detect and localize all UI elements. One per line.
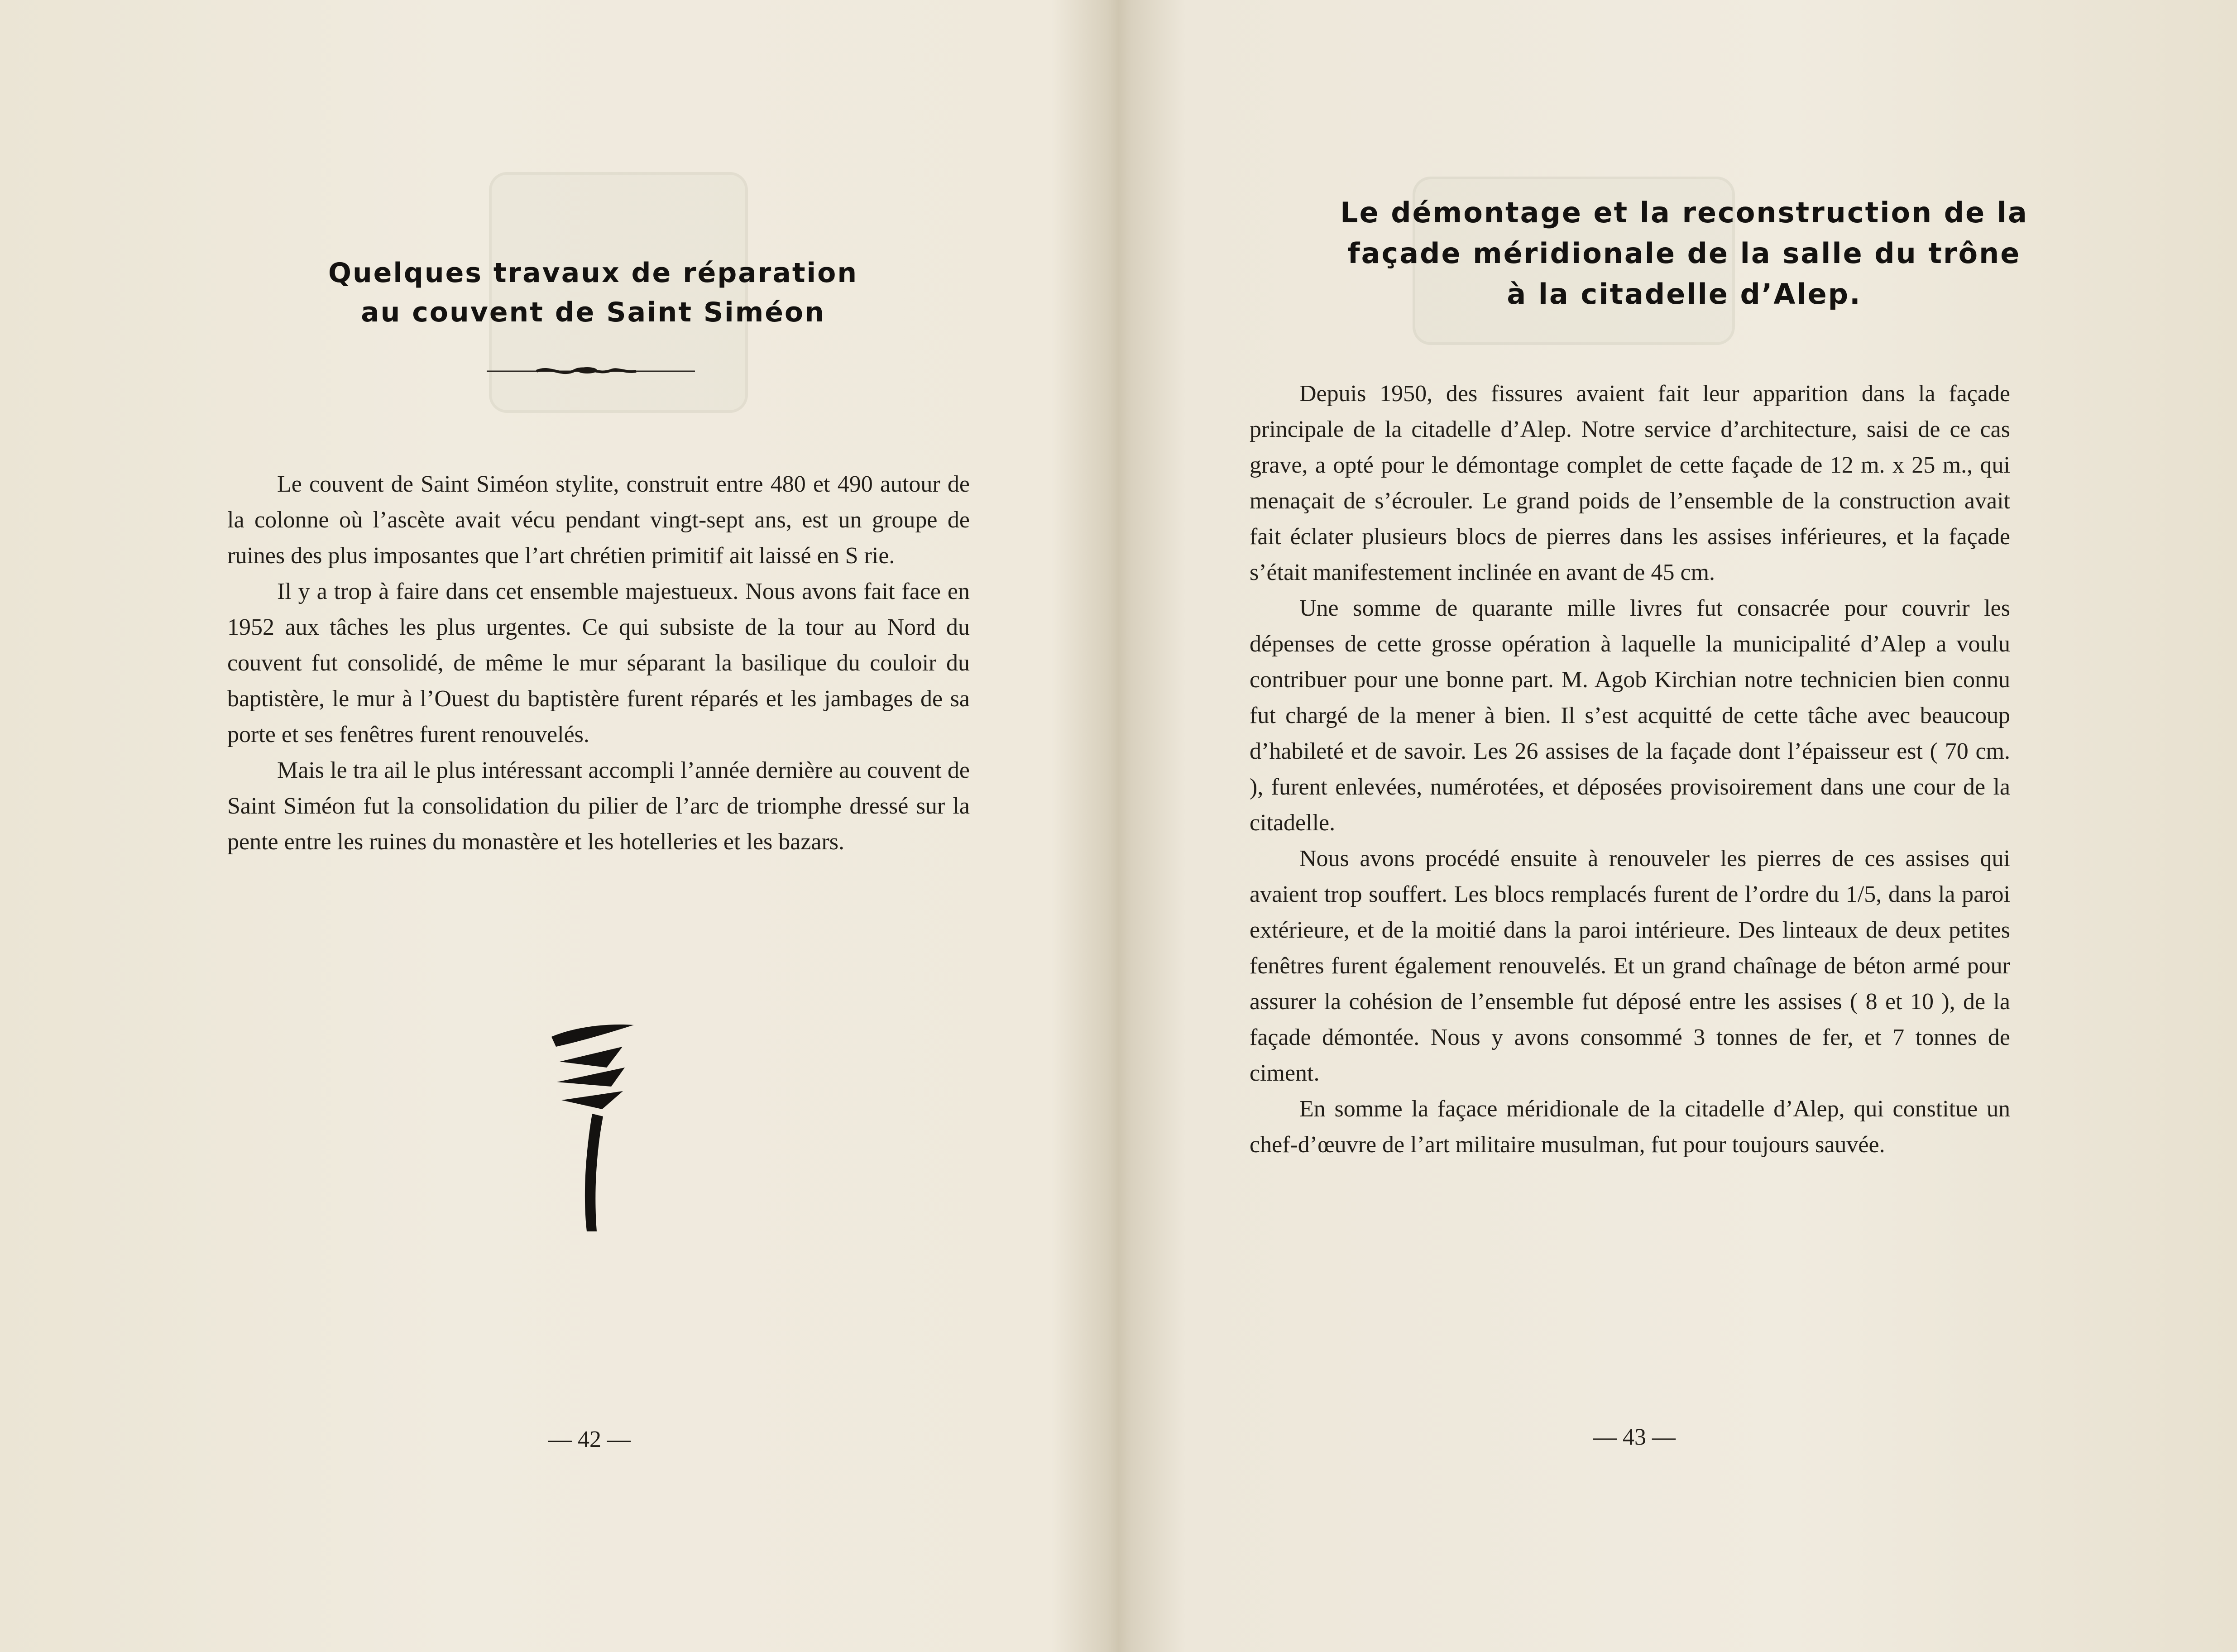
left-title-line-1: Quelques travaux de réparation: [328, 257, 858, 289]
right-paragraph-4: En somme la façace méridionale de la citadelle d’Alep, qui constitue un chef-d’œuvre de l’art militaire musulman, fut pour toujours sauvée.: [1250, 1096, 2010, 1158]
swash-rule-ornament-icon: [482, 362, 699, 380]
left-paragraph-1: Le couvent de Saint Siméon stylite, construit entre 480 et 490 autour de la colonne où l’ascète avait vécu pendant vingt-sept ans, est un groupe de ruines des plus imposantes que l’art chrétien primitif ait laissé en S rie.: [227, 471, 970, 569]
right-title-line-3: à la citadelle d’Alep.: [1507, 277, 1862, 311]
right-page: [1118, 0, 2237, 1652]
right-title-line-2: façade méridionale de la salle du trône: [1347, 236, 2021, 270]
left-paragraph-2: Il y a trop à faire dans cet ensemble majestueux. Nous avons fait face en 1952 aux tâches les plus urgentes. Ce qui subsiste de la tour au Nord du couvent fut consolidé, de même le mur séparant la basilique du couloir du baptistère, le mur à l’Ouest du baptistère furent réparés et les jambages de sa porte et ses fenêtres furent renouvelés.: [227, 579, 970, 747]
left-title-line-2: au couvent de Saint Siméon: [361, 297, 825, 328]
right-page-title: [1254, 192, 2114, 315]
calligraphic-tailpiece-ornament-icon: [543, 1019, 643, 1236]
right-paragraph-2: Une somme de quarante mille livres fut consacrée pour couvrir les dépenses de cette grosse opération à laquelle la municipalité d’Alep a voulu contribuer pour une bonne part. M. Agob Kirchian notre technicien bien connu fut chargé de la mener à bien. Il s’est acquitté de cette tâche avec beaucoup d’habileté et de savoir. Les 26 assises de la façade dont l’épaisseur est ( 70 cm. ), furent enlevées, numérotées, et déposées provisoirement dans une cour de la citadelle.: [1250, 595, 2010, 836]
left-page-number: — 42 —: [548, 1427, 631, 1452]
left-paragraph-3: Mais le tra ail le plus intéressant accompli l’année dernière au couvent de Saint Siméon fut la consolidation du pilier de l’arc de triomphe dressé sur la pente entre les ruines du monastère et les hotelleries et les bazars.: [227, 757, 970, 855]
left-page: [0, 0, 1114, 1652]
right-paragraph-1: Depuis 1950, des fissures avaient fait leur apparition dans la façade principale de la citadelle d’Alep. Notre service d’architecture, saisi de ce cas grave, a opté pour le démontage complet de cette façade de 12 m. x 25 m., qui menaçait de s’écrouler. Le grand poids de l’ensemble de la construction avait fait éclater plusieurs blocs de pierres dans les assises inférieures, et la façade s’était manifestement inclinée en avant de 45 cm.: [1250, 381, 2010, 585]
right-page-body: [1250, 376, 2010, 1163]
left-page-body: [227, 466, 970, 860]
right-paragraph-3: Nous avons procédé ensuite à renouveler les pierres de ces assises qui avaient trop souffert. Les blocs remplacés furent de l’ordre du 1/5, dans la paroi extérieure, et de la moitié dans la paroi intérieure. Des linteaux de deux petites fenêtres furent également renouvelés. Et un grand chaînage de béton armé pour assurer la cohésion de l’ensemble fut déposé entre les assises ( 8 et 10 ), de la façade démontée. Nous y avons consommé 3 tonnes de fer, et 7 tonnes de ciment.: [1250, 846, 2010, 1086]
right-title-line-1: Le démontage et la reconstruction de la: [1340, 196, 2028, 229]
left-page-title: [254, 254, 933, 332]
right-page-number: — 43 —: [1593, 1424, 1676, 1450]
